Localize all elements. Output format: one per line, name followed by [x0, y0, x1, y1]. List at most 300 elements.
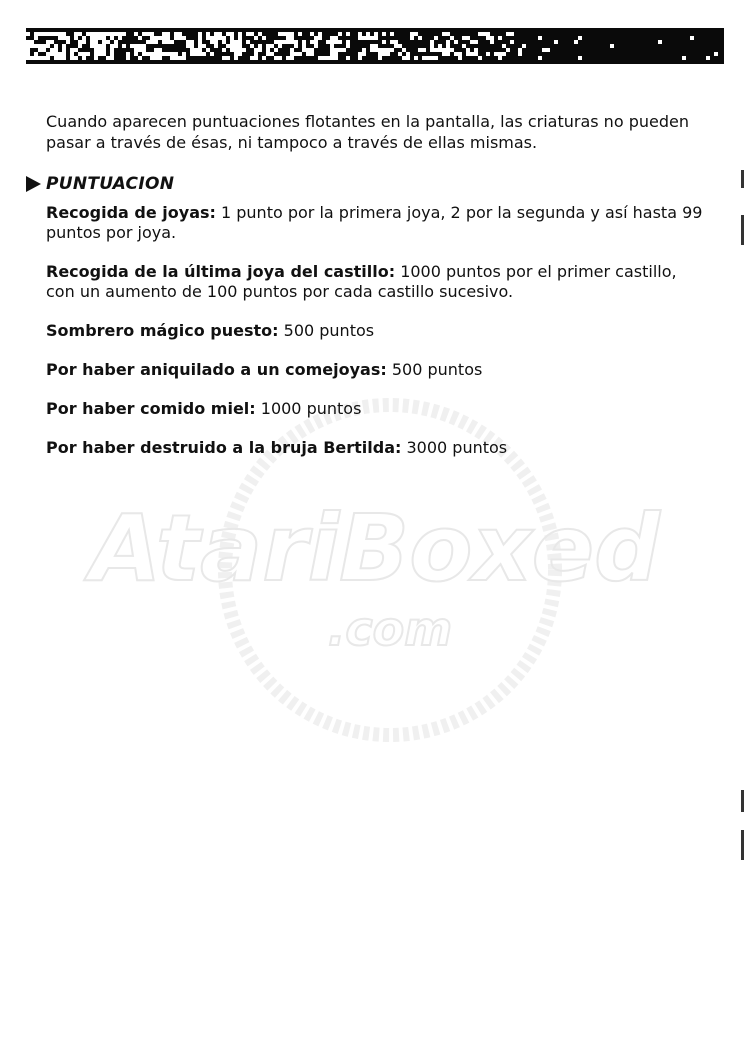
pixel-dot	[222, 56, 226, 60]
pixel-dot	[138, 36, 142, 40]
pixel-dot	[434, 36, 438, 40]
pixel-dot	[98, 48, 102, 52]
pixel-dot	[334, 40, 338, 44]
pixel-dot	[238, 48, 242, 52]
pixel-dot	[294, 44, 298, 48]
pixel-dot	[38, 32, 42, 36]
pixel-dot	[138, 44, 142, 48]
pixel-dot	[578, 36, 582, 40]
pixel-dot	[210, 52, 214, 56]
pixel-dot	[394, 44, 398, 48]
pixel-dot	[46, 32, 50, 36]
pixel-dot	[222, 40, 226, 44]
pixel-dot	[154, 56, 158, 60]
pixel-dot	[158, 56, 162, 60]
score-label: Sombrero mágico puesto:	[46, 321, 279, 340]
pixel-dot	[466, 36, 470, 40]
pixel-dot	[346, 56, 350, 60]
pixel-dot	[126, 52, 130, 56]
pixel-dot	[154, 52, 158, 56]
pixel-dot	[446, 48, 450, 52]
pixel-dot	[198, 36, 202, 40]
pixel-dot	[46, 44, 50, 48]
pixel-dot	[62, 56, 66, 60]
pixel-dot	[442, 52, 446, 56]
pixel-dot	[78, 40, 82, 44]
score-label: Por haber comido miel:	[46, 399, 256, 418]
pixel-dot	[486, 36, 490, 40]
pixel-dot	[134, 44, 138, 48]
pixel-dot	[298, 32, 302, 36]
pixel-dot	[98, 36, 102, 40]
pixel-dot	[418, 36, 422, 40]
pixel-dot	[94, 52, 98, 56]
pixel-dot	[30, 56, 34, 60]
pixel-dot	[254, 36, 258, 40]
pixel-dot	[54, 56, 58, 60]
pixel-dot	[290, 40, 294, 44]
pixel-dot	[290, 48, 294, 52]
pixel-dot	[574, 40, 578, 44]
pixel-dot	[170, 56, 174, 60]
pixel-dot	[370, 44, 374, 48]
pixel-dot	[234, 48, 238, 52]
pixel-dot	[334, 52, 338, 56]
pixel-dot	[234, 40, 238, 44]
pixel-dot	[174, 56, 178, 60]
pixel-dot	[74, 48, 78, 52]
pixel-dot	[34, 52, 38, 56]
pixel-dot	[170, 40, 174, 44]
pixel-dot	[110, 36, 114, 40]
pixel-dot	[158, 36, 162, 40]
pixel-dot	[198, 48, 202, 52]
pixel-dot	[26, 32, 30, 36]
pixel-dot	[182, 52, 186, 56]
pixel-dot	[362, 52, 366, 56]
pixel-dot	[38, 48, 42, 52]
pixel-dot	[238, 52, 242, 56]
pixel-dot	[246, 32, 250, 36]
pixel-dot	[142, 44, 146, 48]
pixel-dot	[254, 48, 258, 52]
pixel-dot	[278, 32, 282, 36]
pixel-dot	[374, 32, 378, 36]
pixel-dot	[690, 36, 694, 40]
pixel-dot	[438, 44, 442, 48]
pixel-dot	[578, 56, 582, 60]
pixel-dot	[150, 40, 154, 44]
pixel-dot	[494, 52, 498, 56]
pixel-dot	[554, 40, 558, 44]
pixel-dot	[278, 44, 282, 48]
pixel-dot	[26, 44, 30, 48]
pixel-dot	[706, 56, 710, 60]
pixel-dot	[330, 52, 334, 56]
pixel-dot	[238, 36, 242, 40]
pixel-dot	[418, 48, 422, 52]
pixel-dot	[502, 44, 506, 48]
pixel-dot	[178, 56, 182, 60]
pixel-dot	[86, 52, 90, 56]
pixel-dot	[470, 52, 474, 56]
pixel-dot	[186, 40, 190, 44]
pixel-dot	[198, 44, 202, 48]
pixel-dot	[358, 32, 362, 36]
pixel-dot	[518, 52, 522, 56]
pixel-dot	[234, 56, 238, 60]
pixel-dot	[122, 32, 126, 36]
pixel-dot	[38, 44, 42, 48]
score-label: Recogida de la última joya del castillo:	[46, 262, 396, 281]
pixel-dot	[302, 40, 306, 44]
pixel-dot	[198, 32, 202, 36]
pixel-dot	[110, 32, 114, 36]
pixel-dot	[498, 56, 502, 60]
pixel-dot	[190, 44, 194, 48]
pixel-dot	[34, 32, 38, 36]
pixel-dot	[390, 48, 394, 52]
pixel-dot	[370, 36, 374, 40]
pixel-dot	[198, 40, 202, 44]
pixel-dot	[94, 36, 98, 40]
pixel-dot	[46, 56, 50, 60]
pixel-dot	[174, 32, 178, 36]
pixel-dot	[142, 52, 146, 56]
triangle-bullet-icon	[26, 176, 41, 192]
pixel-dot	[98, 32, 102, 36]
pixel-dot	[250, 32, 254, 36]
pixel-dot	[510, 32, 514, 36]
pixel-dot	[42, 32, 46, 36]
pixel-dot	[326, 40, 330, 44]
pixel-dot	[270, 44, 274, 48]
pixel-dot	[54, 44, 58, 48]
pixel-dot	[302, 48, 306, 52]
pixel-dot	[358, 52, 362, 56]
pixel-dot	[238, 32, 242, 36]
pixel-dot	[50, 52, 54, 56]
pixel-dot	[486, 32, 490, 36]
pixel-dot	[114, 40, 118, 44]
score-entry	[46, 399, 706, 419]
pixel-dot	[230, 36, 234, 40]
pixel-dot	[26, 52, 30, 56]
pixel-dot	[218, 36, 222, 40]
pixel-dot	[110, 56, 114, 60]
pixel-dot	[102, 44, 106, 48]
pixel-dot	[206, 36, 210, 40]
pixel-dot	[254, 56, 258, 60]
pixel-dot	[346, 32, 350, 36]
pixel-dot	[518, 48, 522, 52]
pixel-dot	[66, 36, 70, 40]
edge-mark	[741, 215, 744, 245]
pixel-dot	[310, 48, 314, 52]
pixel-dot	[114, 32, 118, 36]
pixel-dot	[138, 56, 142, 60]
pixel-dot	[262, 56, 266, 60]
pixel-dot	[310, 40, 314, 44]
pixel-dot	[166, 40, 170, 44]
pixel-dot	[38, 56, 42, 60]
pixel-dot	[502, 52, 506, 56]
pixel-dot	[442, 32, 446, 36]
pixel-dot	[450, 36, 454, 40]
pixel-dot	[66, 40, 70, 44]
pixel-dot	[438, 48, 442, 52]
pixel-dot	[506, 32, 510, 36]
pixel-dot	[170, 52, 174, 56]
pixel-dot	[386, 52, 390, 56]
pixel-dot	[102, 32, 106, 36]
pixel-dot	[318, 56, 322, 60]
pixel-dot	[154, 48, 158, 52]
pixel-dot	[58, 36, 62, 40]
pixel-dot	[330, 36, 334, 40]
pixel-dot	[442, 48, 446, 52]
score-value: 1 punto por la primera joya, 2 por la segunda y así hasta 99 puntos por joya.	[46, 203, 703, 242]
pixel-dot	[242, 48, 246, 52]
pixel-dot	[78, 52, 82, 56]
pixel-dot	[358, 56, 362, 60]
pixel-dot	[54, 48, 58, 52]
pixel-dot	[398, 44, 402, 48]
pixel-dot	[490, 40, 494, 44]
pixel-dot	[150, 32, 154, 36]
pixel-dot	[226, 44, 230, 48]
pixel-dot	[58, 32, 62, 36]
pixel-dot	[154, 36, 158, 40]
pixel-dot	[62, 52, 66, 56]
pixel-dot	[146, 52, 150, 56]
pixel-dot	[54, 52, 58, 56]
pixel-dot	[414, 56, 418, 60]
pixel-dot	[94, 44, 98, 48]
pixel-dot	[82, 52, 86, 56]
pixel-dot	[134, 32, 138, 36]
pixel-dot	[182, 56, 186, 60]
pixel-dot	[34, 44, 38, 48]
score-label: Por haber destruido a la bruja Bertilda:	[46, 438, 402, 457]
pixel-dot	[390, 40, 394, 44]
pixel-dot	[174, 52, 178, 56]
pixel-dot	[70, 48, 74, 52]
score-value: 1000 puntos	[255, 399, 362, 418]
pixel-dot	[430, 56, 434, 60]
pixel-dot	[358, 36, 362, 40]
pixel-dot	[334, 48, 338, 52]
pixel-dot	[190, 52, 194, 56]
pixel-dot	[42, 56, 46, 60]
pixel-dot	[138, 48, 142, 52]
pixel-dot	[58, 52, 62, 56]
pixel-dot	[398, 52, 402, 56]
pixel-dot	[474, 40, 478, 44]
pixel-dot	[102, 52, 106, 56]
pixel-dot	[450, 48, 454, 52]
pixel-dot	[378, 52, 382, 56]
pixel-dot	[190, 48, 194, 52]
pixel-dot	[426, 56, 430, 60]
pixel-dot	[262, 36, 266, 40]
pixel-dot	[330, 56, 334, 60]
pixel-dot	[230, 48, 234, 52]
pixel-dot	[206, 32, 210, 36]
pixel-dot	[434, 56, 438, 60]
pixel-dot	[42, 44, 46, 48]
pixel-dot	[42, 48, 46, 52]
pixel-dot	[30, 40, 34, 44]
pixel-dot	[106, 40, 110, 44]
pixel-dot	[250, 56, 254, 60]
pixel-dot	[510, 40, 514, 44]
pixel-dot	[434, 48, 438, 52]
pixel-dot	[422, 48, 426, 52]
pixel-dot	[62, 48, 66, 52]
watermark-text: AtariBoxed	[89, 495, 661, 602]
pixel-dot	[278, 56, 282, 60]
pixel-dot	[194, 52, 198, 56]
pixel-dot	[74, 36, 78, 40]
pixel-dot	[150, 36, 154, 40]
pixel-dot	[202, 44, 206, 48]
pixel-dot	[338, 32, 342, 36]
pixel-pattern-decoration	[26, 28, 724, 64]
pixel-dot	[542, 48, 546, 52]
pixel-dot	[122, 44, 126, 48]
score-list	[46, 203, 706, 477]
pixel-dot	[102, 40, 106, 44]
pixel-dot	[214, 44, 218, 48]
pixel-dot	[338, 48, 342, 52]
pixel-dot	[214, 40, 218, 44]
pixel-dot	[290, 52, 294, 56]
pixel-dot	[206, 48, 210, 52]
pixel-dot	[422, 56, 426, 60]
pixel-dot	[378, 56, 382, 60]
pixel-dot	[338, 40, 342, 44]
pixel-dot	[382, 48, 386, 52]
pixel-dot	[490, 36, 494, 40]
pixel-dot	[334, 56, 338, 60]
pixel-dot	[74, 32, 78, 36]
score-label: Por haber aniquilado a un comejoyas:	[46, 360, 387, 379]
pixel-dot	[230, 40, 234, 44]
pixel-dot	[78, 44, 82, 48]
pixel-dot	[482, 32, 486, 36]
pixel-dot	[610, 44, 614, 48]
pixel-dot	[222, 36, 226, 40]
pixel-dot	[214, 32, 218, 36]
pixel-dot	[94, 40, 98, 44]
pixel-dot	[114, 44, 118, 48]
pixel-dot	[366, 36, 370, 40]
pixel-dot	[294, 40, 298, 44]
pixel-dot	[246, 40, 250, 44]
pixel-dot	[374, 44, 378, 48]
pixel-dot	[58, 56, 62, 60]
pixel-dot	[310, 32, 314, 36]
pixel-dot	[290, 36, 294, 40]
pixel-dot	[158, 52, 162, 56]
pixel-dot	[506, 48, 510, 52]
pixel-dot	[174, 36, 178, 40]
pixel-dot	[430, 44, 434, 48]
pixel-dot	[466, 52, 470, 56]
pixel-dot	[282, 40, 286, 44]
pixel-dot	[478, 56, 482, 60]
pixel-dot	[210, 40, 214, 44]
score-entry	[46, 438, 706, 458]
pixel-dot	[98, 52, 102, 56]
pixel-dot	[278, 40, 282, 44]
pixel-dot	[94, 56, 98, 60]
pixel-dot	[82, 40, 86, 44]
pixel-dot	[230, 32, 234, 36]
score-value: 3000 puntos	[401, 438, 508, 457]
pixel-dot	[70, 52, 74, 56]
pixel-dot	[538, 56, 542, 60]
pixel-dot	[110, 52, 114, 56]
pixel-dot	[474, 48, 478, 52]
pixel-dot	[498, 52, 502, 56]
pixel-dot	[374, 36, 378, 40]
pixel-dot	[190, 40, 194, 44]
pixel-dot	[446, 32, 450, 36]
score-label: Recogida de joyas:	[46, 203, 216, 222]
pixel-dot	[146, 40, 150, 44]
pixel-dot	[90, 32, 94, 36]
pixel-dot	[266, 52, 270, 56]
pixel-dot	[34, 36, 38, 40]
pixel-dot	[202, 52, 206, 56]
pixel-dot	[334, 36, 338, 40]
pixel-dot	[410, 36, 414, 40]
pixel-dot	[26, 40, 30, 44]
edge-mark	[741, 790, 744, 812]
pixel-dot	[118, 32, 122, 36]
pixel-dot	[274, 56, 278, 60]
pixel-dot	[234, 52, 238, 56]
pixel-dot	[342, 48, 346, 52]
pixel-dot	[682, 56, 686, 60]
pixel-dot	[382, 52, 386, 56]
pixel-dot	[166, 36, 170, 40]
pixel-dot	[214, 36, 218, 40]
pixel-dot	[166, 52, 170, 56]
score-entry	[46, 203, 706, 243]
pixel-dot	[150, 52, 154, 56]
pixel-dot	[250, 44, 254, 48]
pixel-dot	[290, 56, 294, 60]
section-title: PUNTUACION	[46, 174, 175, 194]
pixel-dot	[314, 44, 318, 48]
pixel-dot	[186, 44, 190, 48]
pixel-dot	[366, 32, 370, 36]
pixel-dot	[54, 32, 58, 36]
pixel-dot	[414, 32, 418, 36]
pixel-dot	[478, 32, 482, 36]
pixel-dot	[130, 44, 134, 48]
pixel-dot	[222, 48, 226, 52]
score-entry	[46, 262, 706, 302]
pixel-dot	[30, 44, 34, 48]
edge-mark	[741, 830, 744, 860]
pixel-dot	[382, 32, 386, 36]
pixel-dot	[546, 48, 550, 52]
pixel-dot	[182, 36, 186, 40]
